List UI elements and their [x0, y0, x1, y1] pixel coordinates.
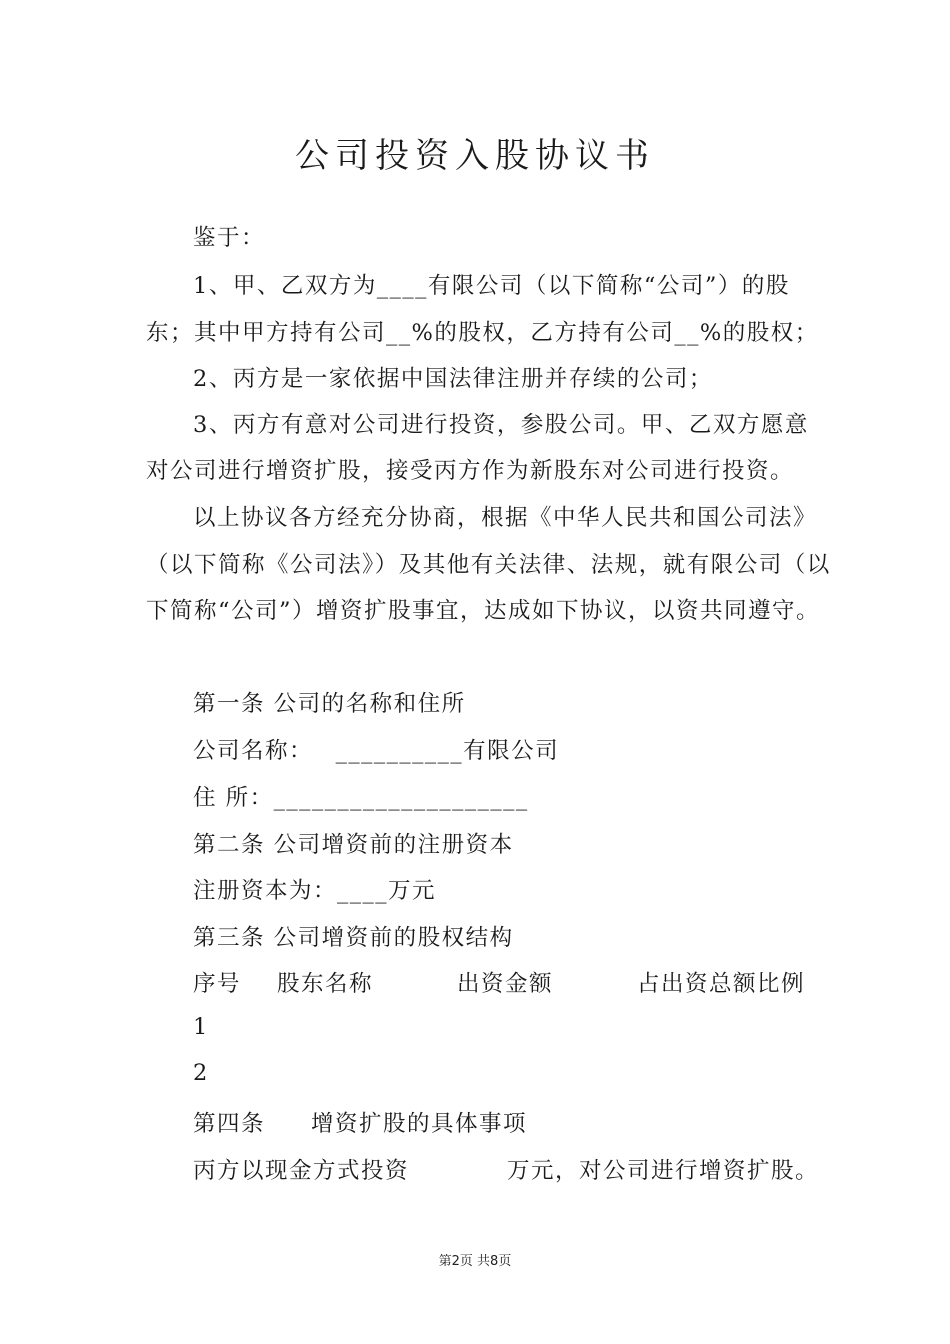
company-name-suffix: 有限公司 [463, 738, 560, 764]
preamble-heading: 鉴于： [193, 225, 266, 251]
article-4-number: 第四条 [193, 1111, 266, 1137]
company-name-line [193, 733, 559, 765]
address-line [193, 780, 529, 812]
address-blank: ____________________ [273, 785, 529, 811]
preamble-item-3-line-1: 3、丙方有意对公司进行投资，参股公司。甲、乙双方愿意 [193, 412, 809, 438]
agreement-line-2: （以下简称《公司法》）及其他有关法律、法规，就有限公司（以 [146, 552, 831, 578]
registered-capital-line: 注册资本为：____万元 [193, 878, 437, 904]
table-row-index: 1 [193, 1014, 209, 1040]
article-4-heading [193, 1106, 527, 1138]
table-header-contribution-ratio: 占出资总额比例 [637, 971, 806, 997]
preamble-item-3-line-2: 对公司进行增资扩股，接受丙方作为新股东对公司进行投资。 [146, 458, 795, 484]
page-number: 第2页 共8页 [438, 1254, 512, 1269]
article-2-heading: 第二条 公司增资前的注册资本 [193, 832, 514, 858]
investment-suffix: 万元，对公司进行增资扩股。 [507, 1158, 820, 1184]
address-label: 住 所： [193, 785, 274, 811]
agreement-line-1: 以上协议各方经充分协商，根据《中华人民共和国公司法》 [193, 505, 818, 531]
investment-prefix: 丙方以现金方式投资 [193, 1158, 410, 1184]
agreement-line-3: 下简称“公司”）增资扩股事宜，达成如下协议，以资共同遵守。 [146, 598, 821, 624]
table-header-shareholder-name: 股东名称 [277, 971, 374, 997]
table-header-index: 序号 [193, 971, 242, 997]
investment-line [193, 1153, 819, 1185]
preamble-item-1-line-1: 1、甲、乙双方为____有限公司（以下简称“公司”）的股 [193, 273, 790, 299]
company-name-blank: __________ [335, 738, 464, 764]
table-header-contribution-amount: 出资金额 [457, 971, 554, 997]
article-4-title: 增资扩股的具体事项 [311, 1111, 528, 1137]
table-row-index: 2 [193, 1060, 209, 1086]
preamble-item-2: 2、丙方是一家依据中国法律注册并存续的公司； [193, 366, 713, 392]
preamble-item-1-line-2: 东；其中甲方持有公司__%的股权，乙方持有公司__%的股权； [146, 320, 819, 346]
article-1-heading: 第一条 公司的名称和住所 [193, 691, 466, 717]
article-3-heading: 第三条 公司增资前的股权结构 [193, 925, 514, 951]
document-title: 公司投资入股协议书 [295, 136, 655, 176]
company-name-label: 公司名称： [193, 738, 314, 764]
